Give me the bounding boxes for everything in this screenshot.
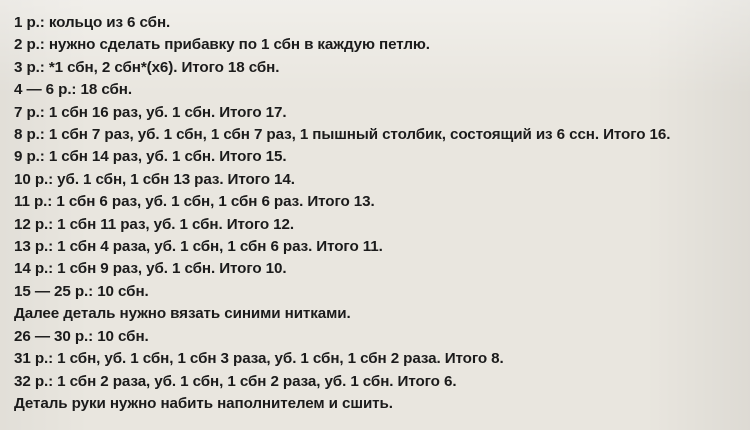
instruction-line: 15 — 25 р.: 10 сбн.	[14, 282, 149, 300]
instruction-line: 13 р.: 1 сбн 4 раза, уб. 1 сбн, 1 сбн 6 раз. Итого 11.	[14, 238, 383, 256]
instruction-line: 31 р.: 1 сбн, уб. 1 сбн, 1 сбн 3 раза, уб. 1 сбн, 1 сбн 2 раза. Итого 8.	[14, 350, 504, 368]
instruction-line: 32 р.: 1 сбн 2 раза, уб. 1 сбн, 1 сбн 2 раза, уб. 1 сбн. Итого 6.	[14, 372, 457, 390]
instruction-line: Деталь руки нужно набить наполнителем и сшить.	[14, 394, 393, 412]
instruction-line: 9 р.: 1 сбн 14 раз, уб. 1 сбн. Итого 15.	[14, 148, 287, 166]
instruction-line: 11 р.: 1 сбн 6 раз, уб. 1 сбн, 1 сбн 6 раз. Итого 13.	[14, 193, 375, 211]
instruction-line: 1 р.: кольцо из 6 сбн.	[14, 14, 171, 31]
instruction-line: 8 р.: 1 сбн 7 раз, уб. 1 сбн, 1 сбн 7 раз, 1 пышный столбик, состоящий из 6 ссн. Итого 16.	[14, 126, 671, 144]
instruction-line: 12 р.: 1 сбн 11 раз, уб. 1 сбн. Итого 12.	[14, 215, 294, 233]
instruction-line: 14 р.: 1 сбн 9 раз, уб. 1 сбн. Итого 10.	[14, 260, 287, 278]
instruction-line: 2 р.: нужно сделать прибавку по 1 сбн в каждую петлю.	[14, 36, 430, 54]
instruction-line: 3 р.: *1 сбн, 2 сбн*(х6). Итого 18 сбн.	[14, 58, 280, 76]
instruction-line: Далее деталь нужно вязать синими нитками.	[14, 305, 351, 323]
instruction-line: 7 р.: 1 сбн 16 раз, уб. 1 сбн. Итого 17.	[14, 103, 287, 121]
instruction-line: 10 р.: уб. 1 сбн, 1 сбн 13 раз. Итого 14.	[14, 170, 295, 188]
instruction-list	[14, 12, 736, 415]
instruction-line: 4 — 6 р.: 18 сбн.	[14, 81, 132, 99]
instruction-line: 26 — 30 р.: 10 сбн.	[14, 327, 149, 345]
